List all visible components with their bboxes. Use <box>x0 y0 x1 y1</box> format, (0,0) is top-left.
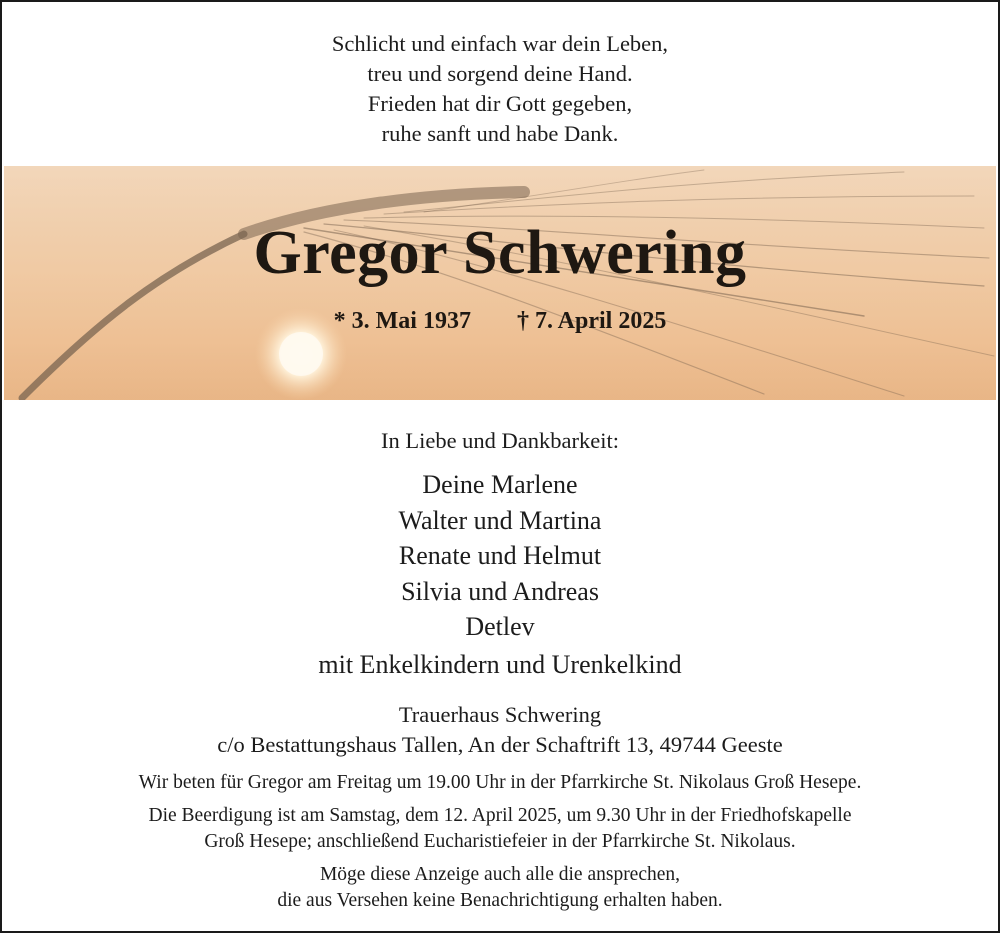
mourners-list <box>2 467 998 682</box>
mourning-address <box>2 700 998 760</box>
poem <box>2 29 998 149</box>
mourner-name: Renate und Helmut <box>398 541 602 570</box>
mourner-name: Walter und Martina <box>398 505 602 535</box>
poem-line: ruhe sanft und habe Dank. <box>381 121 619 146</box>
life-dates <box>4 308 996 335</box>
funeral-home-address: c/o Bestattungshaus Tallen, An der Schaftrift 13, 49744 Geeste <box>217 732 783 757</box>
prayer-notice: Wir beten für Gregor am Freitag um 19.00 Uhr in der Pfarrkirche St. Nikolaus Groß Hesepe. <box>138 772 862 793</box>
thanks-heading: In Liebe und Dankbarkeit: <box>380 428 620 453</box>
poem-line: treu und sorgend deine Hand. <box>367 61 633 86</box>
funeral-notice-line: Groß Hesepe; anschließend Eucharistiefeier in der Pfarrkirche St. Nikolaus. <box>204 831 796 852</box>
service-notices <box>2 770 998 915</box>
wheat-sunset-banner <box>4 166 996 400</box>
funeral-notice-line: Die Beerdigung ist am Samstag, dem 12. April 2025, um 9.30 Uhr in der Friedhofskapelle <box>148 804 852 826</box>
poem-line: Schlicht und einfach war dein Leben, <box>331 31 669 56</box>
mourner-name: Silvia und Andreas <box>401 576 599 606</box>
mourning-house: Trauerhaus Schwering <box>398 702 602 727</box>
deceased-name: Gregor Schwering <box>253 219 747 287</box>
closing-note-line: die aus Versehen keine Benachrichtigung erhalten haben. <box>277 890 723 911</box>
death-date: † 7. April 2025 <box>516 308 667 334</box>
closing-note-line: Möge diese Anzeige auch alle die ansprechen, <box>319 863 681 885</box>
birth-date: * 3. Mai 1937 <box>333 308 471 334</box>
poem-line: Frieden hat dir Gott gegeben, <box>367 91 633 116</box>
mourner-name: Detlev <box>465 612 535 641</box>
grandchildren-line: mit Enkelkindern und Urenkelkind <box>318 649 682 679</box>
mourner-name: Deine Marlene <box>422 470 578 499</box>
